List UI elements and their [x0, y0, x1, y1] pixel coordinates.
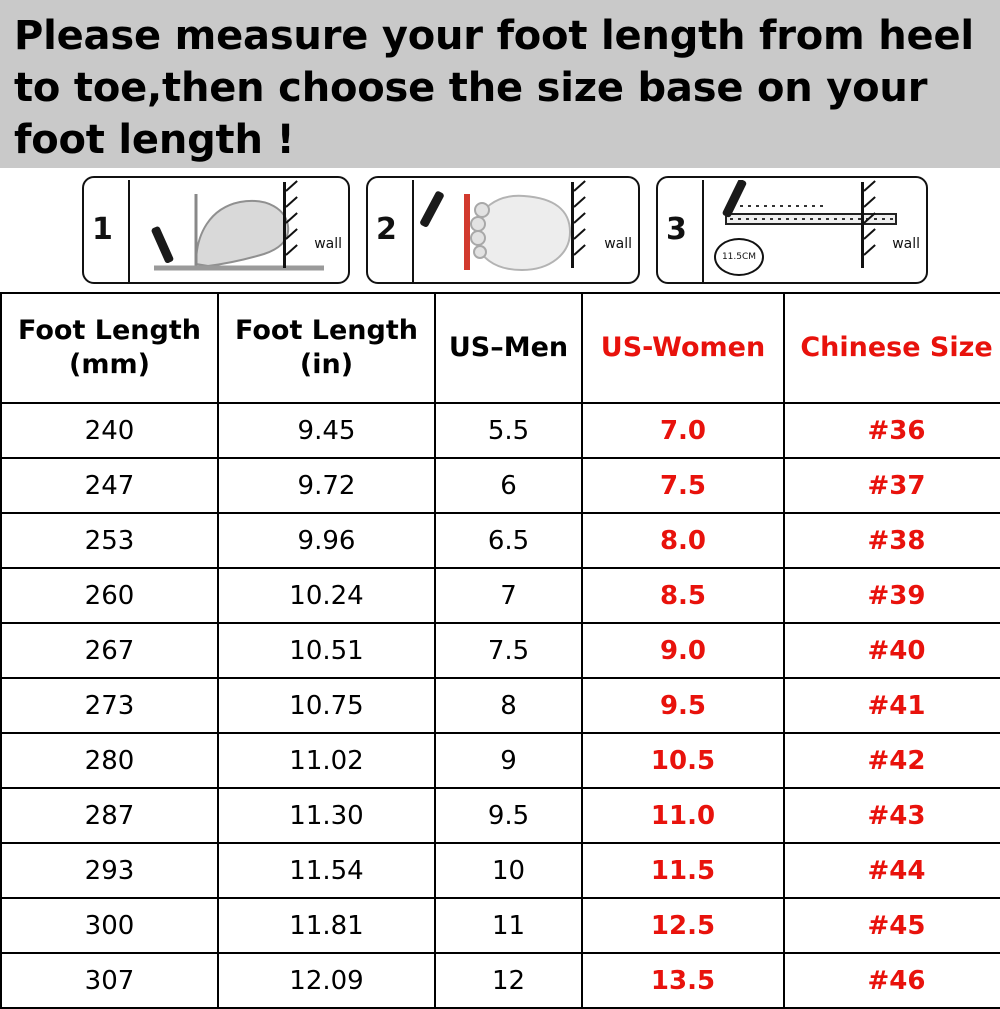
cell-us-men: 10 — [435, 843, 582, 898]
cell-us-men: 7 — [435, 568, 582, 623]
cell-mm: 260 — [1, 568, 218, 623]
step-2-number: 2 — [376, 212, 397, 247]
step-2-wall-label: wall — [604, 236, 632, 252]
table-row — [1, 403, 1000, 458]
table-body — [1, 403, 1000, 1008]
cell-mm: 273 — [1, 678, 218, 733]
cell-in: 11.30 — [218, 788, 435, 843]
cell-us-women: 8.0 — [582, 513, 784, 568]
cell-us-women: 11.5 — [582, 843, 784, 898]
cell-in: 9.45 — [218, 403, 435, 458]
cell-chinese: #40 — [784, 623, 1000, 678]
table-row — [1, 458, 1000, 513]
cell-in: 12.09 — [218, 953, 435, 1008]
cell-us-women: 7.5 — [582, 458, 784, 513]
size-conversion-table — [0, 292, 1000, 1009]
step-1-wall-label: wall — [314, 236, 342, 252]
step-1-wall-hatching — [283, 182, 302, 268]
step-3-measurement-bubble: 11.5CM — [714, 238, 764, 276]
step-3-wall-hatching — [861, 182, 880, 268]
instruction-banner — [0, 0, 1000, 168]
table-row — [1, 843, 1000, 898]
step-2-wall-hatching — [571, 182, 590, 268]
table-header — [1, 293, 1000, 403]
step-card-2 — [366, 176, 640, 284]
cell-chinese: #39 — [784, 568, 1000, 623]
foot-top-view-icon — [420, 180, 624, 284]
header-foot-length-mm-line1: Foot Length — [18, 315, 201, 346]
cell-mm: 267 — [1, 623, 218, 678]
cell-in: 9.72 — [218, 458, 435, 513]
cell-chinese: #46 — [784, 953, 1000, 1008]
cell-mm: 307 — [1, 953, 218, 1008]
cell-us-men: 8 — [435, 678, 582, 733]
cell-mm: 253 — [1, 513, 218, 568]
header-foot-length-in-line2: (in) — [299, 349, 354, 380]
cell-mm: 287 — [1, 788, 218, 843]
cell-in: 11.02 — [218, 733, 435, 788]
cell-us-men: 6.5 — [435, 513, 582, 568]
cell-us-women: 8.5 — [582, 568, 784, 623]
header-us-women: US-Women — [582, 293, 784, 403]
table-row — [1, 623, 1000, 678]
cell-chinese: #43 — [784, 788, 1000, 843]
cell-chinese: #37 — [784, 458, 1000, 513]
cell-chinese: #45 — [784, 898, 1000, 953]
step-card-1 — [82, 176, 350, 284]
cell-us-men: 7.5 — [435, 623, 582, 678]
cell-chinese: #42 — [784, 733, 1000, 788]
cell-us-men: 9 — [435, 733, 582, 788]
header-us-men: US–Men — [435, 293, 582, 403]
table-row — [1, 898, 1000, 953]
table-row — [1, 568, 1000, 623]
cell-mm: 293 — [1, 843, 218, 898]
cell-us-men: 6 — [435, 458, 582, 513]
cell-in: 11.54 — [218, 843, 435, 898]
step-1-number: 1 — [92, 212, 113, 247]
cell-us-women: 7.0 — [582, 403, 784, 458]
step-3-number: 3 — [666, 212, 687, 247]
cell-us-women: 9.5 — [582, 678, 784, 733]
cell-us-men: 11 — [435, 898, 582, 953]
cell-in: 9.96 — [218, 513, 435, 568]
cell-us-men: 12 — [435, 953, 582, 1008]
cell-us-women: 13.5 — [582, 953, 784, 1008]
header-foot-length-mm-line2: (mm) — [69, 349, 150, 380]
cell-mm: 300 — [1, 898, 218, 953]
cell-in: 10.51 — [218, 623, 435, 678]
step-3-wall-label: wall — [892, 236, 920, 252]
cell-chinese: #36 — [784, 403, 1000, 458]
header-foot-length-in-line1: Foot Length — [235, 315, 418, 346]
cell-us-women: 9.0 — [582, 623, 784, 678]
cell-us-women: 12.5 — [582, 898, 784, 953]
cell-mm: 280 — [1, 733, 218, 788]
cell-us-men: 5.5 — [435, 403, 582, 458]
cell-mm: 247 — [1, 458, 218, 513]
header-foot-length-mm — [1, 293, 218, 403]
step-card-3 — [656, 176, 928, 284]
cell-in: 10.75 — [218, 678, 435, 733]
cell-us-women: 11.0 — [582, 788, 784, 843]
cell-chinese: #38 — [784, 513, 1000, 568]
cell-mm: 240 — [1, 403, 218, 458]
cell-in: 10.24 — [218, 568, 435, 623]
cell-in: 11.81 — [218, 898, 435, 953]
instruction-text: Please measure your foot length from heel to toe,then choose the size base on your foot length ! — [14, 13, 974, 163]
table-row — [1, 513, 1000, 568]
table-row — [1, 733, 1000, 788]
cell-chinese: #41 — [784, 678, 1000, 733]
cell-us-men: 9.5 — [435, 788, 582, 843]
table-header-row — [1, 293, 1000, 403]
cell-us-women: 10.5 — [582, 733, 784, 788]
header-chinese-size: Chinese Size — [784, 293, 1000, 403]
header-foot-length-in — [218, 293, 435, 403]
measurement-steps — [0, 168, 1000, 292]
foot-side-profile-icon — [136, 180, 336, 284]
table-row — [1, 678, 1000, 733]
table-row — [1, 788, 1000, 843]
cell-chinese: #44 — [784, 843, 1000, 898]
